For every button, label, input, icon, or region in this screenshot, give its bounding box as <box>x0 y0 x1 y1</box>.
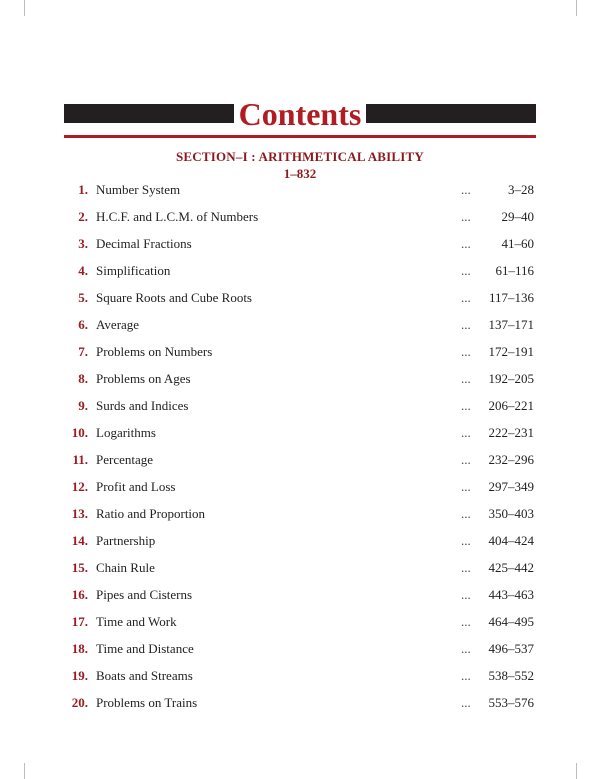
chapter-title: Ratio and Proportion <box>96 506 206 521</box>
dot-leader: ... <box>461 236 471 251</box>
chapter-number: 20. <box>71 695 88 710</box>
toc-entry[interactable] <box>0 560 600 587</box>
dot-leader: ... <box>461 614 471 629</box>
chapter-title: Problems on Ages <box>96 371 191 386</box>
page-range: 443–463 <box>488 587 534 602</box>
chapter-title: Number System <box>96 182 181 197</box>
chapter-number: 6. <box>78 317 88 332</box>
page-range: 137–171 <box>488 317 534 332</box>
page-range: 496–537 <box>488 641 534 656</box>
toc-entry[interactable] <box>0 182 600 209</box>
toc-entry[interactable] <box>0 209 600 236</box>
dot-leader: ... <box>461 587 471 602</box>
page-range: 41–60 <box>501 236 534 251</box>
toc-entry[interactable] <box>0 290 600 317</box>
dot-leader: ... <box>461 479 471 494</box>
chapter-number: 16. <box>71 587 88 602</box>
toc-entry[interactable] <box>0 263 600 290</box>
chapter-number: 10. <box>71 425 88 440</box>
page-range: 464–495 <box>488 614 534 629</box>
dot-leader: ... <box>461 452 471 467</box>
page-range: 117–136 <box>488 290 534 305</box>
dot-leader: ... <box>461 506 471 521</box>
page-range: 232–296 <box>488 452 534 467</box>
page-range: 206–221 <box>488 398 534 413</box>
toc-entry[interactable] <box>0 668 600 695</box>
chapter-number: 3. <box>78 236 88 251</box>
section-page-range: 1–832 <box>283 166 317 181</box>
dot-leader: ... <box>461 560 471 575</box>
chapter-number: 8. <box>78 371 88 386</box>
chapter-title: Decimal Fractions <box>96 236 192 251</box>
toc-entry[interactable] <box>0 641 600 668</box>
crop-mark <box>576 763 577 779</box>
page-range: 350–403 <box>488 506 534 521</box>
crop-mark <box>576 0 577 16</box>
crop-mark <box>24 763 25 779</box>
chapter-number: 1. <box>78 182 88 197</box>
page-range: 3–28 <box>508 182 534 197</box>
toc-entry[interactable] <box>0 452 600 479</box>
dot-leader: ... <box>461 398 471 413</box>
crop-mark <box>24 0 25 16</box>
chapter-number: 18. <box>71 641 88 656</box>
dot-leader: ... <box>461 668 471 683</box>
chapter-number: 13. <box>71 506 88 521</box>
chapter-title: Problems on Trains <box>96 695 198 710</box>
toc-entry[interactable] <box>0 479 600 506</box>
chapter-number: 11. <box>72 452 88 467</box>
dot-leader: ... <box>461 695 471 710</box>
page-range: 172–191 <box>488 344 534 359</box>
page-range: 29–40 <box>501 209 534 224</box>
chapter-title: Logarithms <box>96 425 156 440</box>
dot-leader: ... <box>461 371 471 386</box>
dot-leader: ... <box>461 290 471 305</box>
page-range: 425–442 <box>488 560 534 575</box>
chapter-number: 2. <box>78 209 88 224</box>
header-bar-right <box>366 104 536 123</box>
dot-leader: ... <box>461 182 471 197</box>
chapter-number: 19. <box>71 668 88 683</box>
toc-entry[interactable] <box>0 425 600 452</box>
dot-leader: ... <box>461 425 471 440</box>
contents-header <box>0 96 600 136</box>
chapter-title: Time and Work <box>96 614 177 629</box>
page-range: 404–424 <box>488 533 534 548</box>
dot-leader: ... <box>461 344 471 359</box>
chapter-title: Simplification <box>96 263 171 278</box>
page-range: 538–552 <box>488 668 534 683</box>
dot-leader: ... <box>461 263 471 278</box>
dot-leader: ... <box>461 317 471 332</box>
page-range: 297–349 <box>488 479 534 494</box>
chapter-number: 15. <box>71 560 88 575</box>
header-divider <box>64 135 536 138</box>
toc-entry[interactable] <box>0 695 600 722</box>
dot-leader: ... <box>461 209 471 224</box>
dot-leader: ... <box>461 641 471 656</box>
toc-entry[interactable] <box>0 317 600 344</box>
chapter-number: 4. <box>78 263 88 278</box>
chapter-title: Percentage <box>96 452 154 467</box>
page-title: Contents <box>238 96 362 132</box>
chapter-title: Partnership <box>96 533 156 548</box>
header-bar-left <box>64 104 234 123</box>
chapter-number: 5. <box>78 290 88 305</box>
chapter-number: 17. <box>71 614 88 629</box>
toc-entry[interactable] <box>0 398 600 425</box>
page-range: 61–116 <box>495 263 534 278</box>
page-range: 553–576 <box>488 695 534 710</box>
chapter-title: Surds and Indices <box>96 398 189 413</box>
page-range: 222–231 <box>488 425 534 440</box>
chapter-title: Time and Distance <box>96 641 194 656</box>
chapter-title: Profit and Loss <box>96 479 176 494</box>
toc-entry[interactable] <box>0 533 600 560</box>
toc-entry[interactable] <box>0 344 600 371</box>
chapter-title: H.C.F. and L.C.M. of Numbers <box>96 209 259 224</box>
chapter-number: 12. <box>71 479 88 494</box>
chapter-title: Problems on Numbers <box>96 344 213 359</box>
toc-entry[interactable] <box>0 614 600 641</box>
toc-entry[interactable] <box>0 236 600 263</box>
page-range: 192–205 <box>488 371 534 386</box>
chapter-number: 7. <box>78 344 88 359</box>
toc-entry[interactable] <box>0 587 600 614</box>
chapter-title: Boats and Streams <box>96 668 193 683</box>
toc-entry[interactable] <box>0 371 600 398</box>
dot-leader: ... <box>461 533 471 548</box>
section-title: SECTION–I : ARITHMETICAL ABILITY <box>175 149 425 164</box>
chapter-number: 14. <box>71 533 88 548</box>
chapter-title: Average <box>96 317 140 332</box>
chapter-title: Pipes and Cisterns <box>96 587 193 602</box>
chapter-title: Chain Rule <box>96 560 155 575</box>
toc-entry[interactable] <box>0 506 600 533</box>
chapter-title: Square Roots and Cube Roots <box>96 290 252 305</box>
chapter-number: 9. <box>78 398 88 413</box>
